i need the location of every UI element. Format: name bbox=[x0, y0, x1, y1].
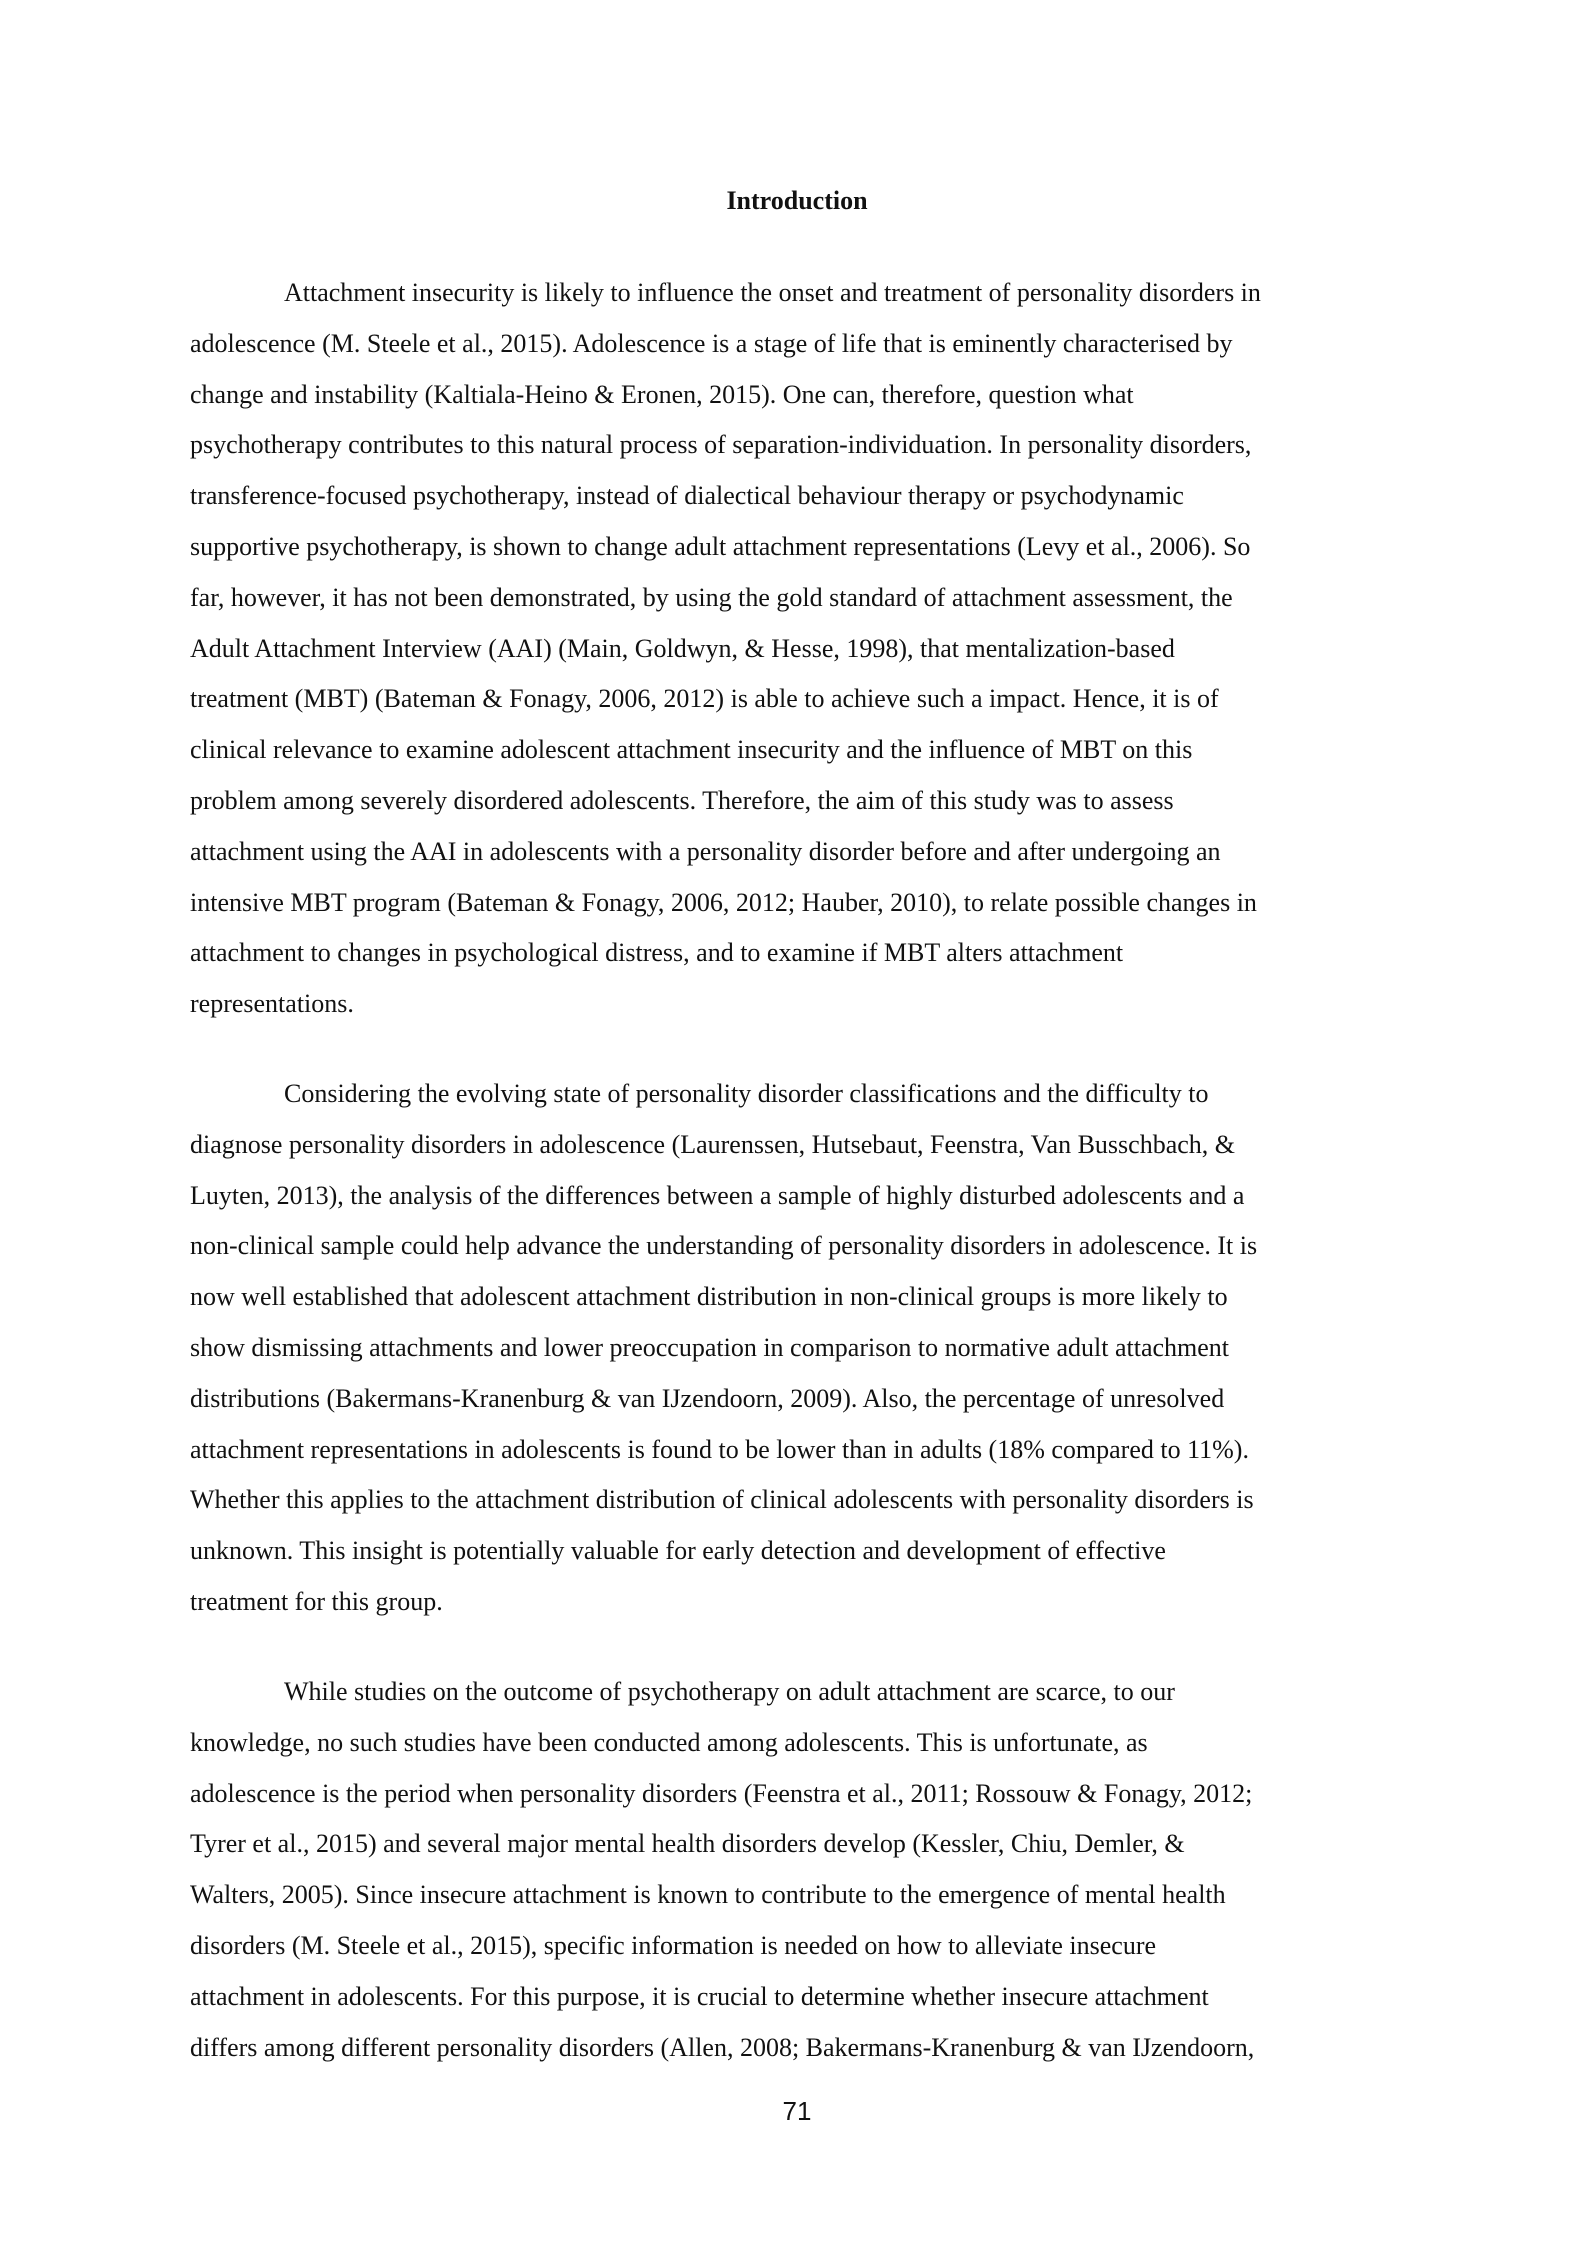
text-line: far, however, it has not been demonstrated, by using the gold standard of attachment assessment, the bbox=[190, 582, 1233, 612]
text-line: adolescence (M. Steele et al., 2015). Adolescence is a stage of life that is eminently characterised by bbox=[190, 328, 1233, 358]
text-line: supportive psychotherapy, is shown to change adult attachment representations (Levy et al., 2006). So bbox=[190, 531, 1251, 561]
text-line: representations. bbox=[190, 989, 354, 1019]
text-line: change and instability (Kaltiala-Heino & Eronen, 2015). One can, therefore, question what bbox=[190, 379, 1134, 409]
text-line: treatment (MBT) (Bateman & Fonagy, 2006, 2012) is able to achieve such a impact. Hence, it is of bbox=[190, 684, 1219, 714]
text-line: attachment representations in adolescents is found to be lower than in adults (18% compared to 11%). bbox=[190, 1434, 1249, 1464]
text-line: While studies on the outcome of psychotherapy on adult attachment are scarce, to our bbox=[284, 1677, 1175, 1706]
text-line: Whether this applies to the attachment distribution of clinical adolescents with personality disorders is bbox=[190, 1485, 1254, 1515]
paragraph-2 bbox=[190, 1069, 1410, 1628]
text-line: unknown. This insight is potentially valuable for early detection and development of effective bbox=[190, 1536, 1166, 1566]
text-line: distributions (Bakermans-Kranenburg & van IJzendoorn, 2009). Also, the percentage of unresolved bbox=[190, 1383, 1225, 1413]
text-line: Attachment insecurity is likely to influence the onset and treatment of personality disorders in bbox=[284, 278, 1261, 307]
text-line: attachment in adolescents. For this purpose, it is crucial to determine whether insecure attachment bbox=[190, 1981, 1209, 2011]
paragraph-3 bbox=[190, 1667, 1410, 2073]
text-line: disorders (M. Steele et al., 2015), specific information is needed on how to alleviate insecure bbox=[190, 1930, 1157, 1960]
text-line: diagnose personality disorders in adolescence (Laurenssen, Hutsebaut, Feenstra, Van Busschbach, & bbox=[190, 1129, 1236, 1159]
text-line: attachment using the AAI in adolescents with a personality disorder before and after undergoing an bbox=[190, 836, 1221, 866]
text-line: Tyrer et al., 2015) and several major mental health disorders develop (Kessler, Chiu, Demler, & bbox=[190, 1829, 1185, 1859]
text-line: intensive MBT program (Bateman & Fonagy, 2006, 2012; Hauber, 2010), to relate possible changes in bbox=[190, 887, 1257, 917]
page-number: 71 bbox=[782, 2096, 812, 2126]
text-line: transference-focused psychotherapy, instead of dialectical behaviour therapy or psychodynamic bbox=[190, 481, 1184, 511]
text-line: differs among different personality disorders (Allen, 2008; Bakermans-Kranenburg & van IJzendoorn, bbox=[190, 2032, 1255, 2062]
text-line: now well established that adolescent attachment distribution in non-clinical groups is more likely to bbox=[190, 1282, 1228, 1312]
paragraph-1 bbox=[190, 268, 1410, 1030]
text-line: clinical relevance to examine adolescent attachment insecurity and the influence of MBT on this bbox=[190, 735, 1193, 765]
text-line: problem among severely disordered adolescents. Therefore, the aim of this study was to assess bbox=[190, 785, 1174, 815]
text-line: knowledge, no such studies have been conducted among adolescents. This is unfortunate, as bbox=[190, 1727, 1148, 1757]
text-line: psychotherapy contributes to this natural process of separation-individuation. In personality disorders, bbox=[190, 430, 1252, 460]
section-heading: Introduction bbox=[726, 186, 868, 215]
text-line: attachment to changes in psychological distress, and to examine if MBT alters attachment bbox=[190, 938, 1124, 968]
text-line: Adult Attachment Interview (AAI) (Main, Goldwyn, & Hesse, 1998), that mentalization-based bbox=[190, 633, 1175, 663]
text-line: show dismissing attachments and lower preoccupation in comparison to normative adult attachment bbox=[190, 1332, 1230, 1362]
text-line: treatment for this group. bbox=[190, 1586, 443, 1616]
text-line: adolescence is the period when personality disorders (Feenstra et al., 2011; Rossouw & Fonagy, 2012; bbox=[190, 1778, 1253, 1808]
text-line: non-clinical sample could help advance the understanding of personality disorders in adolescence. It is bbox=[190, 1231, 1258, 1261]
text-line: Walters, 2005). Since insecure attachment is known to contribute to the emergence of mental health bbox=[190, 1880, 1226, 1910]
text-line: Considering the evolving state of personality disorder classifications and the difficulty to bbox=[284, 1079, 1209, 1108]
text-line: Luyten, 2013), the analysis of the differences between a sample of highly disturbed adolescents and a bbox=[190, 1180, 1245, 1210]
